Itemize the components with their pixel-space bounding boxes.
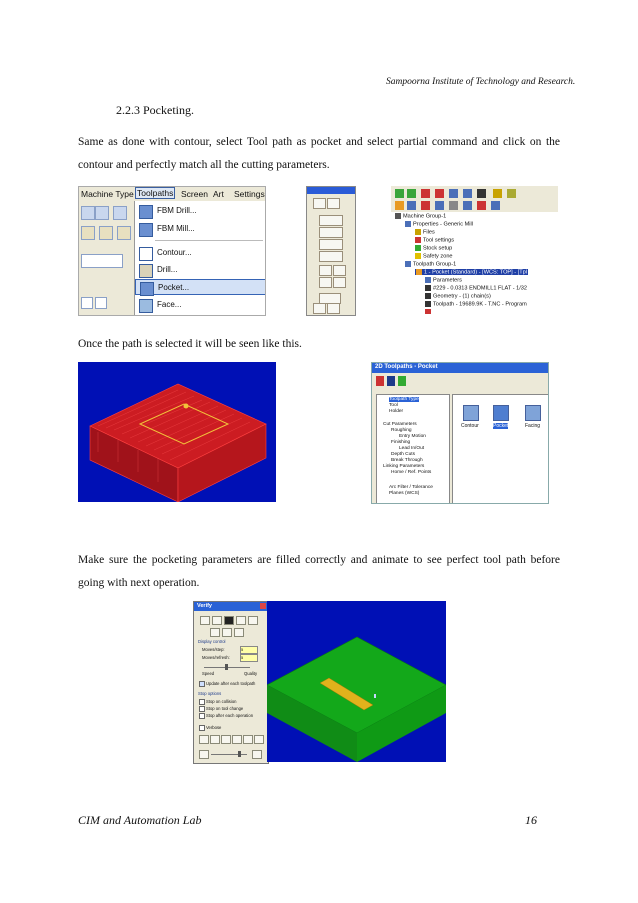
tree-node[interactable]: Properties - Generic Mill bbox=[405, 221, 473, 227]
tree-node[interactable]: Toolpath Group-1 bbox=[405, 261, 456, 267]
highfeed-icon[interactable] bbox=[493, 189, 502, 198]
stop-collision-label: Stop on collision bbox=[206, 699, 237, 704]
parameters-icon bbox=[425, 277, 431, 283]
menu-item-fbm-drill[interactable]: FBM Drill... bbox=[135, 203, 266, 219]
page-header: Sampoorna Institute of Technology and Research. bbox=[386, 77, 576, 87]
tree-item-roughing[interactable]: Roughing bbox=[391, 428, 412, 433]
regenerate-dirty-icon[interactable] bbox=[435, 189, 444, 198]
folder-icon bbox=[415, 229, 421, 235]
tool-icon bbox=[425, 285, 431, 291]
animate-paragraph: Make sure the pocketing parameters are filled correctly and animate to see perfect tool path before going with next operation. bbox=[78, 554, 560, 589]
level-icon[interactable] bbox=[117, 226, 131, 240]
dialog-titlebar bbox=[307, 187, 355, 194]
move-down-icon[interactable] bbox=[435, 201, 444, 210]
menu-toolpaths[interactable]: Toolpaths bbox=[137, 188, 174, 198]
stop-options-label: Stop options bbox=[198, 691, 222, 696]
tree-item-finishing[interactable]: Finishing bbox=[391, 440, 411, 445]
drill-icon bbox=[139, 264, 153, 278]
check-icon[interactable] bbox=[210, 735, 220, 744]
operation-icon bbox=[416, 269, 422, 275]
toolpath-type-panel bbox=[452, 394, 549, 504]
verify-viewport bbox=[267, 601, 446, 762]
properties-icon bbox=[405, 221, 411, 227]
tool-button[interactable] bbox=[319, 215, 343, 226]
tree-node[interactable] bbox=[425, 309, 433, 314]
verify-titlebar: Verify bbox=[194, 602, 268, 611]
save-icon[interactable] bbox=[387, 376, 395, 386]
menu-item-face[interactable]: Face... bbox=[135, 297, 266, 313]
pocket-model-graphic bbox=[78, 362, 276, 502]
tree-item-planes[interactable]: Planes (WCS) bbox=[389, 491, 420, 496]
close-icon[interactable] bbox=[260, 603, 266, 609]
fbm-drill-icon bbox=[139, 205, 153, 219]
selected-paragraph: Once the path is selected it will be seen like this. bbox=[78, 338, 302, 350]
section-title: 2.2.3 Pocketing. bbox=[116, 103, 194, 117]
verify-icon[interactable] bbox=[463, 189, 472, 198]
face-icon bbox=[139, 299, 153, 313]
animation-speed-handle[interactable] bbox=[238, 751, 241, 757]
home-icon[interactable] bbox=[395, 201, 404, 210]
contour-type-label: Contour bbox=[461, 423, 479, 429]
stop-operation-checkbox[interactable] bbox=[199, 713, 205, 719]
verbose-label: Verbose bbox=[206, 725, 222, 730]
insert-icon[interactable] bbox=[463, 201, 472, 210]
warning-icon bbox=[415, 253, 421, 259]
pocket-dialog-screenshot bbox=[371, 362, 549, 504]
fast-icon[interactable] bbox=[252, 750, 262, 759]
arrow-icon bbox=[425, 309, 431, 314]
menu-bar bbox=[79, 187, 265, 201]
geometry-icon bbox=[425, 293, 431, 299]
tree-item-break-through[interactable]: Break Through bbox=[391, 458, 423, 463]
tool-display-icon[interactable] bbox=[222, 628, 232, 637]
verify-dialog bbox=[193, 601, 269, 764]
display-control-label: Display control bbox=[198, 639, 226, 644]
tree-item-entry-motion[interactable]: Entry Motion bbox=[399, 434, 426, 439]
facing-type-label: Facing bbox=[525, 423, 541, 429]
step-icon[interactable] bbox=[236, 616, 246, 625]
fbm-mill-icon bbox=[139, 223, 153, 237]
toggle-icon[interactable] bbox=[421, 201, 430, 210]
tree-item-tool[interactable]: Tool bbox=[389, 403, 398, 408]
tool-button[interactable] bbox=[319, 277, 332, 288]
parameter-tree bbox=[376, 394, 450, 504]
stop-tool-change-checkbox[interactable] bbox=[199, 706, 205, 712]
play-icon[interactable] bbox=[212, 616, 222, 625]
settings-icon[interactable] bbox=[254, 735, 264, 744]
tool-button[interactable] bbox=[319, 227, 343, 238]
intro-paragraph: Same as done with contour, select Tool path as pocket and select partial command and click on the contour and perfectly match all the cutting parameters. bbox=[78, 136, 560, 171]
animation-speed-track[interactable] bbox=[211, 754, 247, 755]
pocket-icon bbox=[140, 282, 154, 296]
select-dirty-icon[interactable] bbox=[407, 189, 416, 198]
stop-operation-label: Stop after each operation bbox=[206, 713, 254, 718]
operations-manager-screenshot bbox=[391, 186, 558, 314]
toolpaths-menu-screenshot bbox=[78, 186, 266, 316]
menu-divider bbox=[155, 240, 263, 241]
tool-settings-icon bbox=[415, 237, 421, 243]
pocket-type-icon[interactable] bbox=[493, 405, 509, 421]
menu-machine-type[interactable]: Machine Type bbox=[81, 189, 134, 199]
post-icon[interactable] bbox=[477, 189, 486, 198]
lock-icon[interactable] bbox=[507, 189, 516, 198]
verify-stock-graphic bbox=[267, 601, 446, 762]
save-stl-icon[interactable] bbox=[243, 735, 253, 744]
speed-label: Speed bbox=[202, 671, 215, 676]
moves-step-input[interactable]: 5 bbox=[240, 646, 258, 654]
tool-button[interactable] bbox=[327, 303, 340, 314]
arrow-icon[interactable] bbox=[99, 226, 113, 240]
tool-button[interactable] bbox=[313, 198, 326, 209]
backplot-icon[interactable] bbox=[449, 189, 458, 198]
tree-node[interactable]: Machine Group-1 bbox=[395, 213, 446, 219]
camera-icon[interactable] bbox=[199, 735, 209, 744]
tree-node[interactable]: Geometry - (1) chain(s) bbox=[425, 293, 491, 299]
menu-art[interactable]: Art bbox=[213, 189, 224, 199]
quality-label: Quality bbox=[244, 671, 258, 676]
select-all-icon[interactable] bbox=[395, 189, 404, 198]
toolbar-strip bbox=[79, 202, 134, 315]
contour-type-icon[interactable] bbox=[463, 405, 479, 421]
tree-item-home-ref-points[interactable]: Home / Ref. Points bbox=[391, 470, 432, 475]
contour-icon bbox=[139, 247, 153, 261]
moves-step-label: Moves/step: bbox=[202, 647, 225, 652]
fast-forward-icon[interactable] bbox=[248, 616, 258, 625]
close-icon[interactable] bbox=[95, 297, 107, 309]
tree-item-lead-in-out[interactable]: Lead In/Out bbox=[399, 446, 425, 451]
tree-node[interactable]: Toolpath - 19689.9K - T.NC - Program bbox=[425, 301, 527, 307]
tool-button[interactable] bbox=[313, 303, 326, 314]
menu-item-contour[interactable]: Contour... bbox=[135, 245, 266, 261]
checkbox-icon[interactable] bbox=[81, 297, 93, 309]
tree-node[interactable]: Stock setup bbox=[415, 245, 452, 251]
verbose-checkbox[interactable] bbox=[199, 725, 205, 731]
move-up-icon[interactable] bbox=[449, 201, 458, 210]
tool-button[interactable] bbox=[333, 265, 346, 276]
menu-settings[interactable]: Settings bbox=[234, 189, 265, 199]
update-label: Update after each toolpath bbox=[206, 681, 256, 686]
scroll-icon[interactable] bbox=[477, 201, 486, 210]
tree-item-depth-cuts[interactable]: Depth Cuts bbox=[391, 452, 415, 457]
tree-node[interactable]: Safety zone bbox=[415, 253, 453, 259]
tree-item-cut-parameters[interactable]: Cut Parameters bbox=[383, 422, 417, 427]
tool-icon[interactable] bbox=[376, 376, 384, 386]
tool-button[interactable] bbox=[333, 277, 346, 288]
tool-button[interactable] bbox=[327, 198, 340, 209]
zoom-icon[interactable] bbox=[81, 206, 95, 220]
stop-tool-change-label: Stop on tool change bbox=[206, 706, 244, 711]
search-icon[interactable] bbox=[95, 206, 109, 220]
view-icon[interactable] bbox=[113, 206, 127, 220]
tree-item-holder[interactable]: Holder bbox=[389, 409, 404, 414]
menu-item-pocket[interactable]: Pocket... bbox=[135, 279, 266, 295]
menu-item-drill[interactable]: Drill... bbox=[135, 262, 266, 278]
footer-lab-name: CIM and Automation Lab bbox=[78, 813, 202, 827]
operations-toolbar bbox=[391, 186, 558, 212]
facing-type-icon[interactable] bbox=[525, 405, 541, 421]
tree-node[interactable]: Parameters bbox=[425, 277, 462, 283]
update-checkbox[interactable] bbox=[199, 681, 205, 687]
moves-refresh-input[interactable]: 5 bbox=[240, 654, 258, 662]
toolpath-group-icon bbox=[405, 261, 411, 267]
display-mode-icon[interactable] bbox=[210, 628, 220, 637]
pocket-type-label: Pocket bbox=[493, 423, 509, 429]
refresh-icon[interactable] bbox=[398, 376, 406, 386]
tree-item-arc-filter[interactable]: Arc Filter / Tolerance bbox=[389, 485, 433, 490]
toolpath-icon bbox=[425, 301, 431, 307]
menu-item-fbm-mill[interactable]: FBM Mill... bbox=[135, 221, 266, 237]
regenerate-icon[interactable] bbox=[421, 189, 430, 198]
page-number: 16 bbox=[525, 813, 537, 827]
expand-icon[interactable] bbox=[407, 201, 416, 210]
holder-display-icon[interactable] bbox=[234, 628, 244, 637]
stop-icon[interactable] bbox=[224, 616, 234, 625]
pocket-dialog-titlebar: 2D Toolpaths - Pocket bbox=[372, 363, 548, 373]
help-icon[interactable] bbox=[491, 201, 500, 210]
drawing-toolbox-screenshot bbox=[306, 186, 356, 316]
options-icon[interactable] bbox=[232, 735, 242, 744]
toolpaths-dropdown bbox=[134, 201, 266, 315]
tool-button[interactable] bbox=[319, 251, 343, 262]
tree-node-selected[interactable]: 1 - Pocket (Standard) - [WCS: TOP] - [Tpl bbox=[415, 269, 528, 275]
attribute-dropdown[interactable] bbox=[81, 254, 123, 268]
slow-icon[interactable] bbox=[199, 750, 209, 759]
menu-screen[interactable]: Screen bbox=[181, 189, 208, 199]
moves-refresh-label: Moves/refresh: bbox=[202, 655, 230, 660]
tree-item-toolpath-type[interactable]: Toolpath Type bbox=[389, 397, 419, 402]
tree-node[interactable]: Tool settings bbox=[415, 237, 454, 243]
rewind-icon[interactable] bbox=[200, 616, 210, 625]
stock-icon bbox=[415, 245, 421, 251]
speed-slider-handle[interactable] bbox=[225, 664, 228, 670]
tool-button[interactable] bbox=[319, 265, 332, 276]
stop-collision-checkbox[interactable] bbox=[199, 699, 205, 705]
measure-icon[interactable] bbox=[221, 735, 231, 744]
axis-icon[interactable] bbox=[81, 226, 95, 240]
pocket-toolpath-viewport bbox=[78, 362, 276, 502]
machine-icon bbox=[395, 213, 401, 219]
tree-node[interactable]: Files bbox=[415, 229, 435, 235]
tree-item-linking-parameters[interactable]: Linking Parameters bbox=[383, 464, 425, 469]
tree-node[interactable]: #229 - 0.0313 ENDMILL1 FLAT - 1/32 bbox=[425, 285, 527, 291]
tool-button[interactable] bbox=[319, 239, 343, 250]
